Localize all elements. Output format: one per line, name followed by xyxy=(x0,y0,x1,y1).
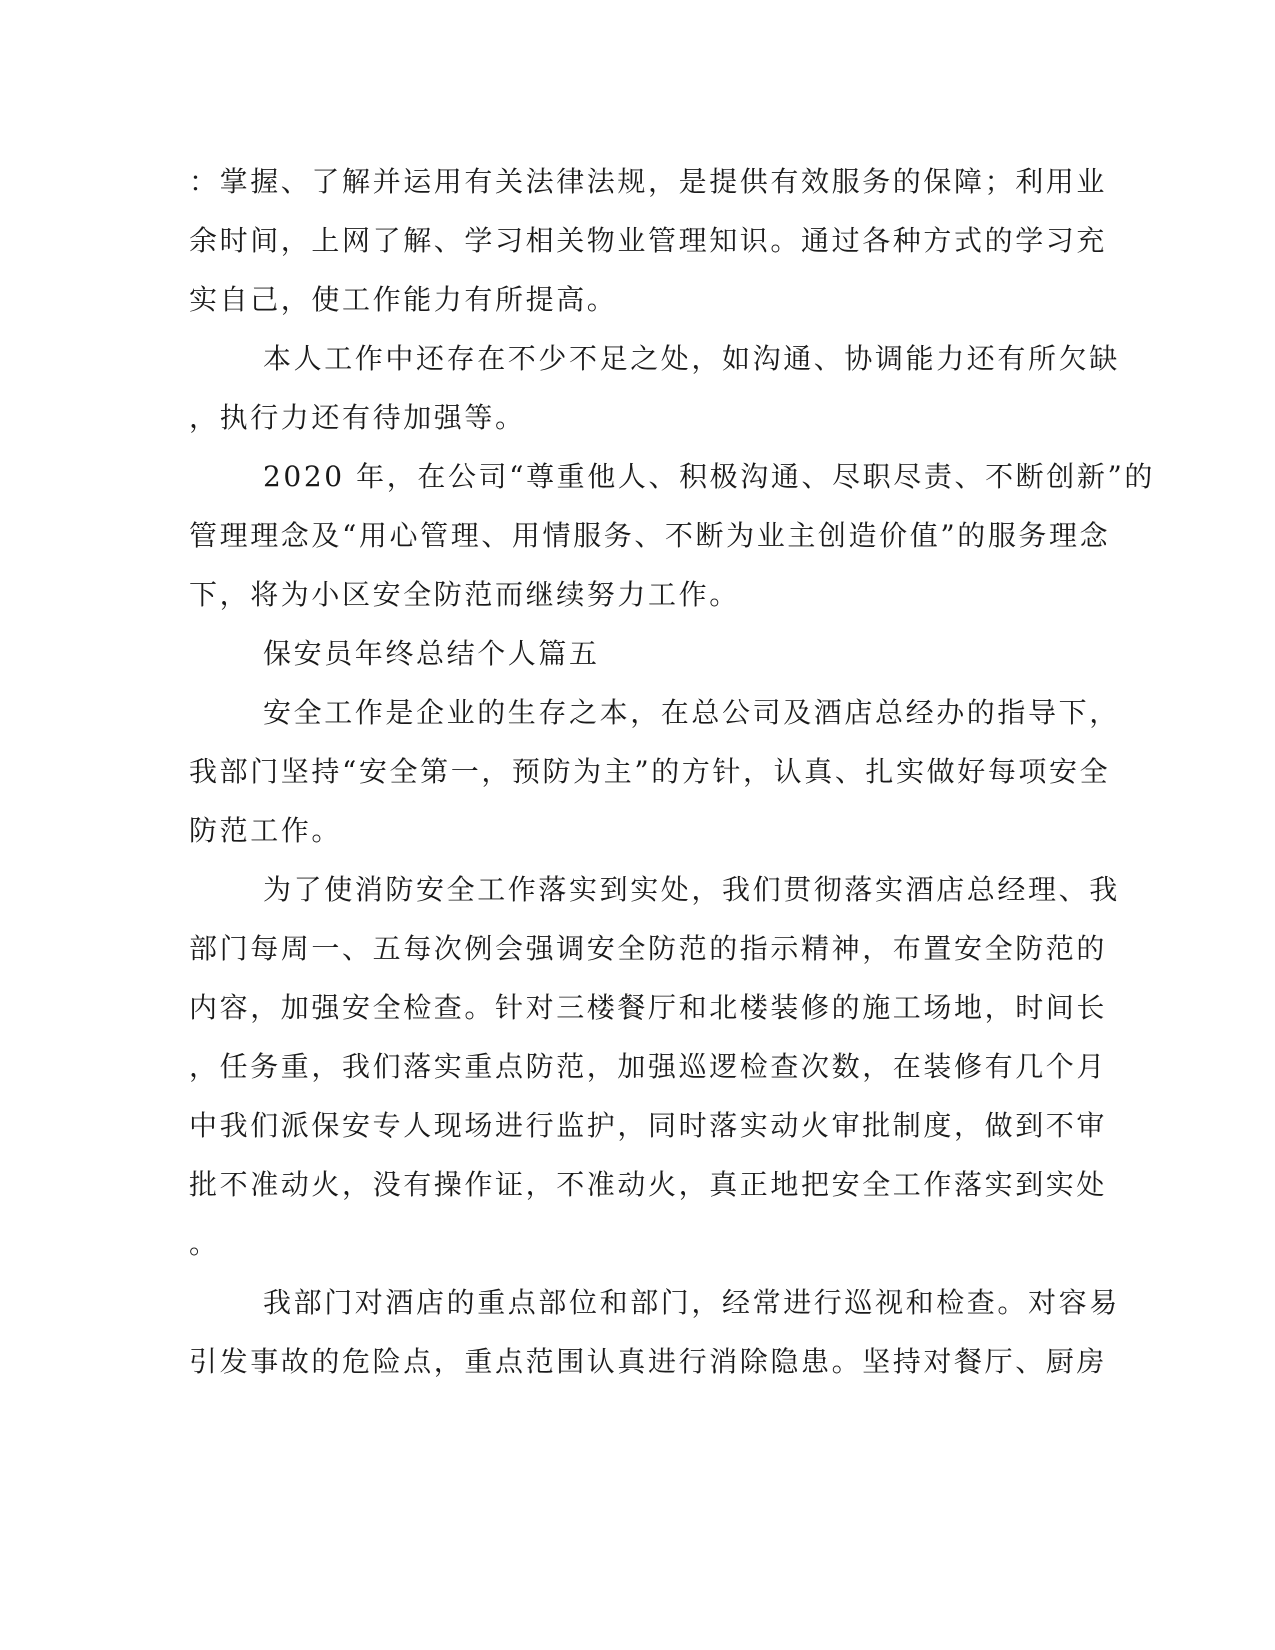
paragraph-line: 实自己，使工作能力有所提高。 xyxy=(189,283,618,316)
paragraph-line: 本人工作中还存在不少不足之处，如沟通、协调能力还有所欠缺 xyxy=(263,342,1120,375)
paragraph-line: 安全工作是企业的生存之本，在总公司及酒店总经办的指导下， xyxy=(263,696,1120,729)
paragraph-line: 引发事故的危险点，重点范围认真进行消除隐患。坚持对餐厅、厨房 xyxy=(189,1345,1108,1378)
paragraph-line: ，任务重，我们落实重点防范，加强巡逻检查次数，在装修有几个月 xyxy=(189,1050,1108,1083)
paragraph-line: ，执行力还有待加强等。 xyxy=(189,401,526,434)
paragraph-line: ：掌握、了解并运用有关法律法规，是提供有效服务的保障；利用业 xyxy=(189,165,1108,198)
paragraph-line: 部门每周一、五每次例会强调安全防范的指示精神，布置安全防范的 xyxy=(189,932,1108,965)
paragraph-line: 。 xyxy=(189,1227,220,1260)
paragraph-line: 我部门坚持“安全第一，预防为主”的方针，认真、扎实做好每项安全 xyxy=(189,755,1111,788)
paragraph-line: 我部门对酒店的重点部位和部门，经常进行巡视和检查。对容易 xyxy=(263,1286,1120,1319)
paragraph-line: 批不准动火，没有操作证，不准动火，真正地把安全工作落实到实处 xyxy=(189,1168,1108,1201)
section-heading: 保安员年终总结个人篇五 xyxy=(263,637,600,670)
paragraph-line: 余时间，上网了解、学习相关物业管理知识。通过各种方式的学习充 xyxy=(189,224,1108,257)
paragraph-line: 管理理念及“用心管理、用情服务、不断为业主创造价值”的服务理念 xyxy=(189,519,1111,552)
paragraph-line: 中我们派保安专人现场进行监护，同时落实动火审批制度，做到不审 xyxy=(189,1109,1108,1142)
paragraph-line: 下，将为小区安全防范而继续努力工作。 xyxy=(189,578,740,611)
paragraph-line: 内容，加强安全检查。针对三楼餐厅和北楼装修的施工场地，时间长 xyxy=(189,991,1108,1024)
paragraph-line: 防范工作。 xyxy=(189,814,343,847)
paragraph-line: 为了使消防安全工作落实到实处，我们贯彻落实酒店总经理、我 xyxy=(263,873,1120,906)
paragraph-line: 2020 年，在公司“尊重他人、积极沟通、尽职尽责、不断创新”的 xyxy=(263,460,1155,493)
